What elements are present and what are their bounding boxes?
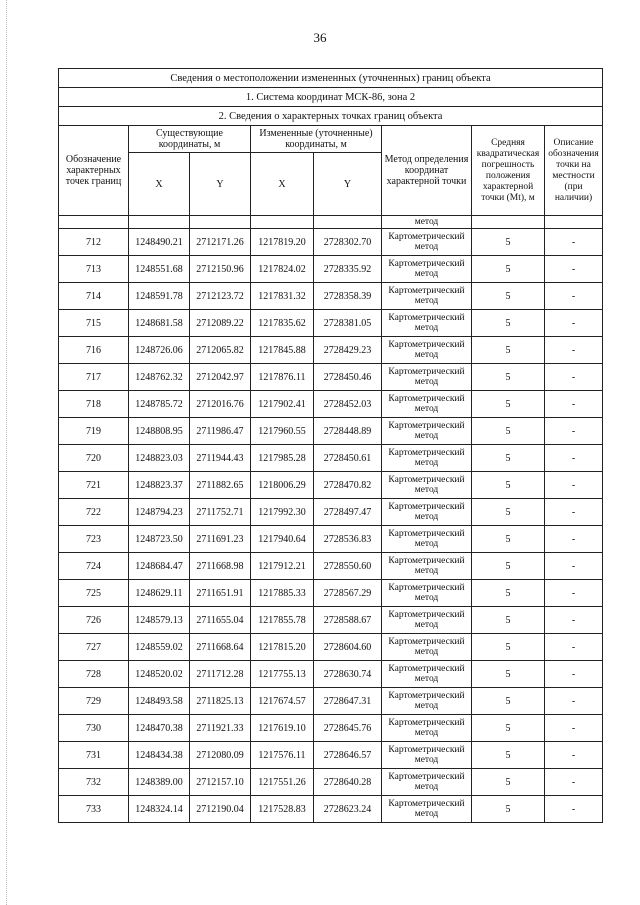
existing-x-cell: 1248823.03 bbox=[129, 445, 190, 472]
header-changed: Измененные (уточненные) координаты, м bbox=[251, 126, 382, 153]
point-cell: 723 bbox=[59, 526, 129, 553]
header-accuracy: Средняя квадратическая погрешность положения характерной точки (Mt), м bbox=[472, 126, 545, 216]
point-cell: 729 bbox=[59, 688, 129, 715]
changed-y-cell: 2728429.23 bbox=[314, 337, 382, 364]
changed-y-cell: 2728630.74 bbox=[314, 661, 382, 688]
table-row bbox=[59, 715, 603, 742]
method-cell: Картометрический метод bbox=[382, 337, 472, 364]
description-cell: - bbox=[545, 553, 603, 580]
table-row bbox=[59, 310, 603, 337]
table-row bbox=[59, 499, 603, 526]
table-row bbox=[59, 337, 603, 364]
table-row bbox=[59, 283, 603, 310]
changed-y-cell: 2728646.57 bbox=[314, 742, 382, 769]
existing-y-cell: 2711752.71 bbox=[190, 499, 251, 526]
existing-x-cell: 1248808.95 bbox=[129, 418, 190, 445]
existing-y-cell: 2711986.47 bbox=[190, 418, 251, 445]
accuracy-cell: 5 bbox=[472, 580, 545, 607]
existing-y-cell: 2711668.98 bbox=[190, 553, 251, 580]
changed-y-cell: 2728470.82 bbox=[314, 472, 382, 499]
header-description: Описание обозначения точки на местности (при наличии) bbox=[545, 126, 603, 216]
changed-x-cell: 1217619.10 bbox=[251, 715, 314, 742]
table-row bbox=[59, 580, 603, 607]
changed-y-cell: 2728452.03 bbox=[314, 391, 382, 418]
accuracy-cell: 5 bbox=[472, 796, 545, 823]
existing-x-cell: 1248629.11 bbox=[129, 580, 190, 607]
changed-x-cell: 1217960.55 bbox=[251, 418, 314, 445]
changed-y-cell: 2728358.39 bbox=[314, 283, 382, 310]
description-cell: - bbox=[545, 418, 603, 445]
changed-x-cell: 1217902.41 bbox=[251, 391, 314, 418]
description-cell: - bbox=[545, 688, 603, 715]
accuracy-cell: 5 bbox=[472, 445, 545, 472]
method-cell: Картометрический метод bbox=[382, 580, 472, 607]
method-cell: Картометрический метод bbox=[382, 364, 472, 391]
existing-y-cell: 2711668.64 bbox=[190, 634, 251, 661]
changed-x-cell: 1217576.11 bbox=[251, 742, 314, 769]
existing-x-cell: 1248324.14 bbox=[129, 796, 190, 823]
page-number: 36 bbox=[313, 30, 327, 45]
method-cell: Картометрический метод bbox=[382, 310, 472, 337]
existing-x-cell: 1248470.38 bbox=[129, 715, 190, 742]
existing-y-cell: 2711882.65 bbox=[190, 472, 251, 499]
point-cell: 718 bbox=[59, 391, 129, 418]
point-cell: 715 bbox=[59, 310, 129, 337]
existing-y-cell: 2711825.13 bbox=[190, 688, 251, 715]
changed-y-cell: 2728536.83 bbox=[314, 526, 382, 553]
table-row bbox=[59, 364, 603, 391]
point-cell: 728 bbox=[59, 661, 129, 688]
existing-x-cell: 1248681.58 bbox=[129, 310, 190, 337]
table-row bbox=[59, 526, 603, 553]
method-cell: Картометрический метод bbox=[382, 769, 472, 796]
point-cell: 721 bbox=[59, 472, 129, 499]
changed-x-cell: 1217876.11 bbox=[251, 364, 314, 391]
table-row bbox=[59, 256, 603, 283]
coordinates-table bbox=[58, 68, 603, 823]
header-method: Метод определения координат характерной точки bbox=[382, 126, 472, 216]
description-cell: - bbox=[545, 283, 603, 310]
changed-x-cell: 1217824.02 bbox=[251, 256, 314, 283]
existing-x-cell: 1248434.38 bbox=[129, 742, 190, 769]
changed-x-cell: 1217674.57 bbox=[251, 688, 314, 715]
changed-y-cell: 2728497.47 bbox=[314, 499, 382, 526]
table-row bbox=[59, 391, 603, 418]
table-row bbox=[59, 688, 603, 715]
accuracy-cell: 5 bbox=[472, 337, 545, 364]
existing-y-cell: 2712065.82 bbox=[190, 337, 251, 364]
changed-x-cell: 1217855.78 bbox=[251, 607, 314, 634]
existing-x-cell: 1248762.32 bbox=[129, 364, 190, 391]
existing-x-cell: 1248726.06 bbox=[129, 337, 190, 364]
point-cell: 720 bbox=[59, 445, 129, 472]
description-cell: - bbox=[545, 391, 603, 418]
existing-y-cell: 2712123.72 bbox=[190, 283, 251, 310]
point-cell: 716 bbox=[59, 337, 129, 364]
table-row bbox=[59, 634, 603, 661]
existing-y-cell: 2712080.09 bbox=[190, 742, 251, 769]
method-cell: Картометрический метод bbox=[382, 634, 472, 661]
accuracy-cell: 5 bbox=[472, 472, 545, 499]
description-cell: - bbox=[545, 796, 603, 823]
table-row bbox=[59, 553, 603, 580]
point-cell: 714 bbox=[59, 283, 129, 310]
changed-y-cell: 2728588.67 bbox=[314, 607, 382, 634]
existing-x-cell: 1248823.37 bbox=[129, 472, 190, 499]
description-cell: - bbox=[545, 580, 603, 607]
table-row bbox=[59, 661, 603, 688]
point-cell: 724 bbox=[59, 553, 129, 580]
changed-y-cell: 2728647.31 bbox=[314, 688, 382, 715]
existing-y-cell: 2712016.76 bbox=[190, 391, 251, 418]
description-cell: - bbox=[545, 607, 603, 634]
description-cell: - bbox=[545, 337, 603, 364]
changed-x-cell: 1217815.20 bbox=[251, 634, 314, 661]
accuracy-cell: 5 bbox=[472, 283, 545, 310]
accuracy-cell: 5 bbox=[472, 499, 545, 526]
method-cell: Картометрический метод bbox=[382, 499, 472, 526]
header-existing-y: Y bbox=[190, 153, 251, 216]
changed-x-cell: 1217819.20 bbox=[251, 229, 314, 256]
description-cell: - bbox=[545, 526, 603, 553]
point-cell: 725 bbox=[59, 580, 129, 607]
changed-x-cell: 1217831.32 bbox=[251, 283, 314, 310]
point-cell: 727 bbox=[59, 634, 129, 661]
scan-edge bbox=[6, 0, 8, 905]
existing-x-cell: 1248785.72 bbox=[129, 391, 190, 418]
existing-y-cell: 2712089.22 bbox=[190, 310, 251, 337]
changed-y-cell: 2728335.92 bbox=[314, 256, 382, 283]
existing-x-cell: 1248591.78 bbox=[129, 283, 190, 310]
accuracy-cell: 5 bbox=[472, 310, 545, 337]
changed-y-cell: 2728567.29 bbox=[314, 580, 382, 607]
existing-y-cell: 2711921.33 bbox=[190, 715, 251, 742]
method-cell: Картометрический метод bbox=[382, 796, 472, 823]
description-cell: - bbox=[545, 229, 603, 256]
changed-y-cell: 2728640.28 bbox=[314, 769, 382, 796]
existing-x-cell: 1248559.02 bbox=[129, 634, 190, 661]
accuracy-cell: 5 bbox=[472, 742, 545, 769]
table-row bbox=[59, 742, 603, 769]
table-title: Сведения о местоположении измененных (уточненных) границ объекта bbox=[59, 69, 603, 88]
description-cell: - bbox=[545, 715, 603, 742]
header-changed-y: Y bbox=[314, 153, 382, 216]
method-cell: Картометрический метод bbox=[382, 688, 472, 715]
accuracy-cell: 5 bbox=[472, 661, 545, 688]
header-point: Обозначение характерных точек границ bbox=[59, 126, 129, 216]
changed-y-cell: 2728550.60 bbox=[314, 553, 382, 580]
point-cell: 731 bbox=[59, 742, 129, 769]
accuracy-cell: 5 bbox=[472, 391, 545, 418]
changed-y-cell: 2728302.70 bbox=[314, 229, 382, 256]
changed-y-cell: 2728623.24 bbox=[314, 796, 382, 823]
accuracy-cell: 5 bbox=[472, 634, 545, 661]
existing-x-cell: 1248684.47 bbox=[129, 553, 190, 580]
description-cell: - bbox=[545, 742, 603, 769]
changed-x-cell: 1217985.28 bbox=[251, 445, 314, 472]
changed-y-cell: 2728381.05 bbox=[314, 310, 382, 337]
existing-x-cell: 1248389.00 bbox=[129, 769, 190, 796]
table-row bbox=[59, 418, 603, 445]
existing-y-cell: 2712190.04 bbox=[190, 796, 251, 823]
point-cell: 732 bbox=[59, 769, 129, 796]
method-cell: Картометрический метод bbox=[382, 256, 472, 283]
table-row bbox=[59, 229, 603, 256]
existing-x-cell: 1248579.13 bbox=[129, 607, 190, 634]
changed-x-cell: 1217992.30 bbox=[251, 499, 314, 526]
accuracy-cell: 5 bbox=[472, 769, 545, 796]
existing-x-cell: 1248551.68 bbox=[129, 256, 190, 283]
existing-y-cell: 2712171.26 bbox=[190, 229, 251, 256]
changed-x-cell: 1217528.83 bbox=[251, 796, 314, 823]
accuracy-cell: 5 bbox=[472, 364, 545, 391]
table-row-continued bbox=[59, 216, 603, 229]
method-cell: Картометрический метод bbox=[382, 526, 472, 553]
description-cell: - bbox=[545, 364, 603, 391]
description-cell: - bbox=[545, 445, 603, 472]
method-cell: Картометрический метод bbox=[382, 715, 472, 742]
existing-x-cell: 1248723.50 bbox=[129, 526, 190, 553]
header-existing-x: X bbox=[129, 153, 190, 216]
accuracy-cell: 5 bbox=[472, 607, 545, 634]
existing-x-cell: 1248520.02 bbox=[129, 661, 190, 688]
description-cell: - bbox=[545, 769, 603, 796]
point-cell: 722 bbox=[59, 499, 129, 526]
changed-x-cell: 1217912.21 bbox=[251, 553, 314, 580]
description-cell: - bbox=[545, 499, 603, 526]
method-cell: Картометрический метод bbox=[382, 553, 472, 580]
continued-method: метод bbox=[382, 216, 472, 229]
existing-y-cell: 2711691.23 bbox=[190, 526, 251, 553]
description-cell: - bbox=[545, 661, 603, 688]
description-cell: - bbox=[545, 256, 603, 283]
point-cell: 719 bbox=[59, 418, 129, 445]
method-cell: Картометрический метод bbox=[382, 391, 472, 418]
description-cell: - bbox=[545, 634, 603, 661]
changed-x-cell: 1217940.64 bbox=[251, 526, 314, 553]
changed-x-cell: 1217755.13 bbox=[251, 661, 314, 688]
existing-x-cell: 1248493.58 bbox=[129, 688, 190, 715]
existing-x-cell: 1248794.23 bbox=[129, 499, 190, 526]
changed-y-cell: 2728450.61 bbox=[314, 445, 382, 472]
point-cell: 713 bbox=[59, 256, 129, 283]
method-cell: Картометрический метод bbox=[382, 472, 472, 499]
method-cell: Картометрический метод bbox=[382, 742, 472, 769]
changed-x-cell: 1217885.33 bbox=[251, 580, 314, 607]
changed-x-cell: 1217835.62 bbox=[251, 310, 314, 337]
existing-y-cell: 2711712.28 bbox=[190, 661, 251, 688]
table-row bbox=[59, 607, 603, 634]
table-row bbox=[59, 796, 603, 823]
method-cell: Картометрический метод bbox=[382, 445, 472, 472]
changed-x-cell: 1217845.88 bbox=[251, 337, 314, 364]
table-row bbox=[59, 472, 603, 499]
point-cell: 733 bbox=[59, 796, 129, 823]
method-cell: Картометрический метод bbox=[382, 283, 472, 310]
accuracy-cell: 5 bbox=[472, 688, 545, 715]
method-cell: Картометрический метод bbox=[382, 607, 472, 634]
existing-x-cell: 1248490.21 bbox=[129, 229, 190, 256]
changed-y-cell: 2728450.46 bbox=[314, 364, 382, 391]
table-row bbox=[59, 769, 603, 796]
existing-y-cell: 2711651.91 bbox=[190, 580, 251, 607]
point-cell: 730 bbox=[59, 715, 129, 742]
accuracy-cell: 5 bbox=[472, 553, 545, 580]
table-row bbox=[59, 445, 603, 472]
changed-x-cell: 1217551.26 bbox=[251, 769, 314, 796]
section-title: 2. Сведения о характерных точках границ объекта bbox=[59, 107, 603, 126]
accuracy-cell: 5 bbox=[472, 418, 545, 445]
existing-y-cell: 2711655.04 bbox=[190, 607, 251, 634]
changed-y-cell: 2728645.76 bbox=[314, 715, 382, 742]
method-cell: Картометрический метод bbox=[382, 661, 472, 688]
description-cell: - bbox=[545, 472, 603, 499]
coordinate-system: 1. Система координат МСК-86, зона 2 bbox=[59, 88, 603, 107]
accuracy-cell: 5 bbox=[472, 256, 545, 283]
existing-y-cell: 2711944.43 bbox=[190, 445, 251, 472]
description-cell: - bbox=[545, 310, 603, 337]
existing-y-cell: 2712042.97 bbox=[190, 364, 251, 391]
changed-x-cell: 1218006.29 bbox=[251, 472, 314, 499]
header-existing: Существующие координаты, м bbox=[129, 126, 251, 153]
point-cell: 717 bbox=[59, 364, 129, 391]
accuracy-cell: 5 bbox=[472, 526, 545, 553]
method-cell: Картометрический метод bbox=[382, 418, 472, 445]
header-changed-x: X bbox=[251, 153, 314, 216]
existing-y-cell: 2712150.96 bbox=[190, 256, 251, 283]
method-cell: Картометрический метод bbox=[382, 229, 472, 256]
accuracy-cell: 5 bbox=[472, 229, 545, 256]
point-cell: 712 bbox=[59, 229, 129, 256]
existing-y-cell: 2712157.10 bbox=[190, 769, 251, 796]
accuracy-cell: 5 bbox=[472, 715, 545, 742]
point-cell: 726 bbox=[59, 607, 129, 634]
changed-y-cell: 2728448.89 bbox=[314, 418, 382, 445]
changed-y-cell: 2728604.60 bbox=[314, 634, 382, 661]
